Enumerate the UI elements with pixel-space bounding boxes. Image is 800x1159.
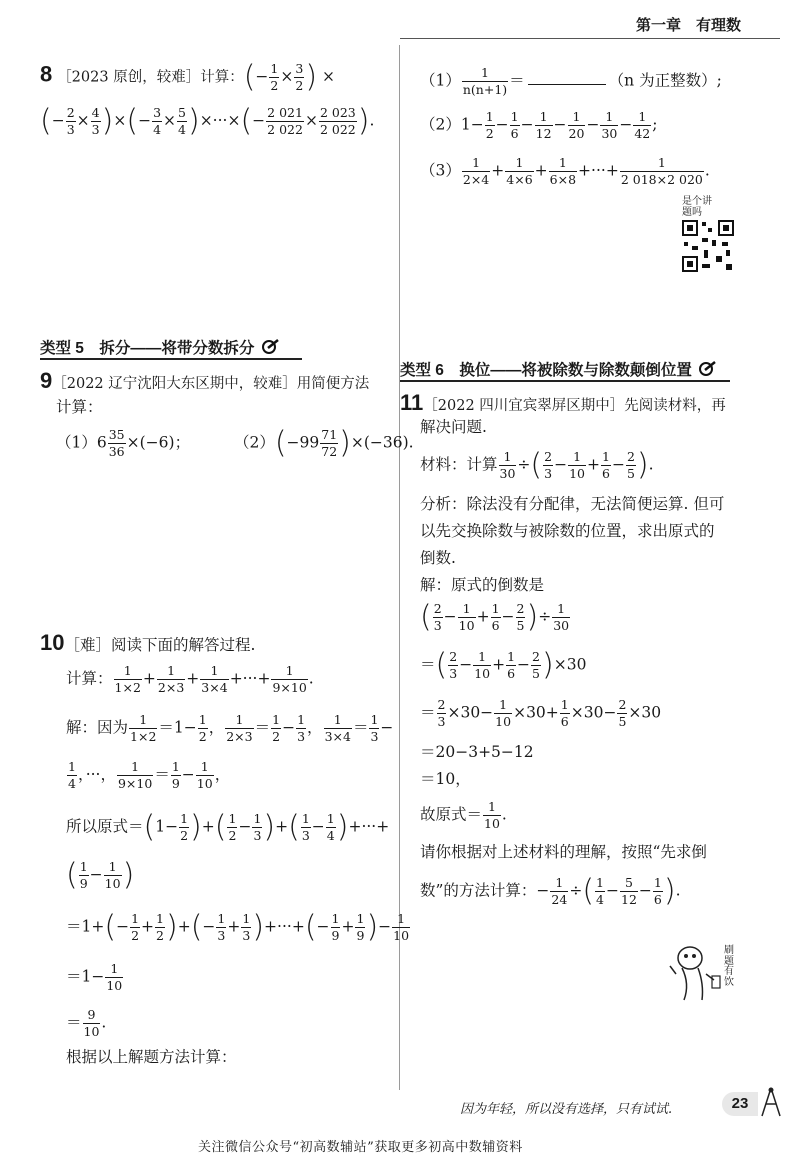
- question-9-line2: 计算：: [56, 398, 103, 416]
- question-8: 8 ［2023 原创，较难］计算：(− $\frac{1}{2}$ × $\frac{3}{2}$ ) ×: [40, 59, 335, 95]
- footer-motto: 因为年轻，所以没有选择，只有试试.: [460, 1102, 673, 1117]
- mascot-illustration: [668, 940, 740, 1020]
- q11-step-4: ＝20−3+5−12: [420, 743, 534, 761]
- type-6-heading: 类型 6 换位——将被除数与除数颠倒位置: [400, 358, 717, 381]
- question-9: 9［2022 辽宁沈阳大东区期中，较难］用简便方法: [40, 368, 370, 393]
- q11-line2: 解决问题.: [420, 418, 487, 436]
- pencil-icon: [699, 360, 717, 381]
- question-11: 11［2022 四川宜宾翠屏区期中］先阅读材料，再: [400, 390, 726, 415]
- q10-sum: 所以原式＝(1− $\frac{1}{2}$ )+( $\frac{1}{2}$ − $\frac{1}{3}$ )+( $\frac{1}{3}$ − $\frac{1}{4}$ )+···+: [66, 809, 390, 845]
- footer-note: 关注微信公众号“初高数辅站”获取更多初高中数辅资料: [198, 1140, 523, 1155]
- q10-eq3: ＝ $\frac{9}{10}$ .: [66, 1007, 107, 1039]
- q10-final-task: 根据以上解题方法计算：: [66, 1048, 237, 1066]
- q10-calc: 计算： $\frac{1}{1\times 2}$ + $\frac{1}{2\times 3}$ + $\frac{1}{3\times 4}$ +···+ $\frac{1}{9\times 10}$ .: [66, 663, 314, 695]
- right-part-3: （3） $\frac{1}{2\times 4}$ + $\frac{1}{4\times 6}$ + $\frac{1}{6\times 8}$ +···+ $\frac{1}{2 018\times 2 020}$ .: [420, 155, 710, 187]
- pencil-icon: [262, 338, 280, 359]
- q11-step-2: ＝( $\frac{2}{3}$ − $\frac{1}{10}$ + $\frac{1}{6}$ − $\frac{2}{5}$ )×30: [420, 647, 587, 683]
- answer-blank[interactable]: [528, 70, 606, 85]
- qr-block[interactable]: [682, 196, 740, 276]
- question-8-expression: (− $\frac{2}{3}$ × $\frac{4}{3}$ )×(− $\frac{3}{4}$ × $\frac{5}{4}$ )×···×(− $\frac{2 021}{2 022}$ × $\frac{2 023}{2 022}$ ).: [40, 103, 375, 139]
- q10-sum-2: ( $\frac{1}{9}$ − $\frac{1}{10}$ ): [66, 857, 135, 893]
- q11-ask-2: 数”的方法计算：− $\frac{1}{24}$ ÷( $\frac{1}{4}$ − $\frac{5}{12}$ − $\frac{1}{6}$ ).: [420, 873, 681, 909]
- qr-code-icon: [682, 220, 734, 272]
- page-number: 23: [722, 1092, 758, 1116]
- q11-conclusion: 故原式＝ $\frac{1}{10}$ .: [420, 799, 507, 831]
- qr-caption: 是个讲题吗: [682, 196, 712, 218]
- q11-analysis-2: 以先交换除数与被除数的位置，求出原式的: [420, 522, 715, 540]
- q10-solution-2: $\frac{1}{4}$ ，···， $\frac{1}{9\times 10}$ ＝ $\frac{1}{9}$ − $\frac{1}{10}$ ，: [68, 759, 231, 791]
- header-rule: [400, 38, 780, 39]
- q11-step-3: ＝ $\frac{2}{3}$ ×30− $\frac{1}{10}$ ×30+ $\frac{1}{6}$ ×30− $\frac{2}{5}$ ×30: [420, 697, 662, 729]
- q10-solution: 解：因为 $\frac{1}{1\times 2}$ ＝1− $\frac{1}{2}$ ， $\frac{1}{2\times 3}$ ＝ $\frac{1}{2}$ − $\frac{1}{3}$ ， $\frac{1}{3\times 4}$ ＝ $\frac{1}{3}$ −: [66, 712, 394, 744]
- q10-eq1: ＝1+(− $\frac{1}{2}$ + $\frac{1}{2}$ )+(− $\frac{1}{3}$ + $\frac{1}{3}$ )+···+(− $\frac{1}{9}$ + $\frac{1}{9}$ )− $\frac{1}{10}$: [66, 909, 410, 945]
- chapter-label: 第一章 有理数: [636, 17, 742, 34]
- q11-step-1: ( $\frac{2}{3}$ − $\frac{1}{10}$ + $\frac{1}{6}$ − $\frac{2}{5}$ )÷ $\frac{1}{30}$: [420, 599, 570, 635]
- q11-solution-label: 解：原式的倒数是: [420, 576, 545, 594]
- mascot-icon: [668, 940, 722, 1004]
- q11-ask-1: 请你根据对上述材料的理解，按照“先求倒: [420, 843, 707, 861]
- question-9-parts: （1）6 $\frac{35}{36}$ ×(−6)； （2）(−99 $\frac{71}{72}$ )×(−36).: [56, 425, 414, 461]
- mascot-caption: 刷题有饮: [724, 945, 734, 988]
- q11-analysis-1: 分析：除法没有分配律，无法简便运算. 但可: [420, 495, 725, 513]
- type-5-underline: [40, 358, 302, 360]
- right-part-2: （2）1− $\frac{1}{2}$ − $\frac{1}{6}$ − $\frac{1}{12}$ − $\frac{1}{20}$ − $\frac{1}{30}$ − $\frac{1}{42}$ ;: [420, 109, 658, 141]
- type-6-underline: [400, 380, 730, 382]
- q10-eq2: ＝1− $\frac{1}{10}$: [66, 961, 123, 993]
- q11-material: 材料：计算 $\frac{1}{30}$ ÷( $\frac{2}{3}$ − $\frac{1}{10}$ + $\frac{1}{6}$ − $\frac{2}{5}$ ).: [420, 447, 654, 483]
- compass-icon: [756, 1086, 786, 1122]
- question-10: 10［难］阅读下面的解答过程.: [40, 630, 256, 655]
- q11-step-5: ＝10，: [420, 770, 471, 788]
- type-5-heading: 类型 5 拆分——将带分数拆分: [40, 336, 280, 359]
- q11-analysis-3: 倒数.: [420, 549, 456, 567]
- right-part-1: （1） $\frac{1}{n(n+1)}$ ＝ （n 为正整数）;: [420, 65, 722, 97]
